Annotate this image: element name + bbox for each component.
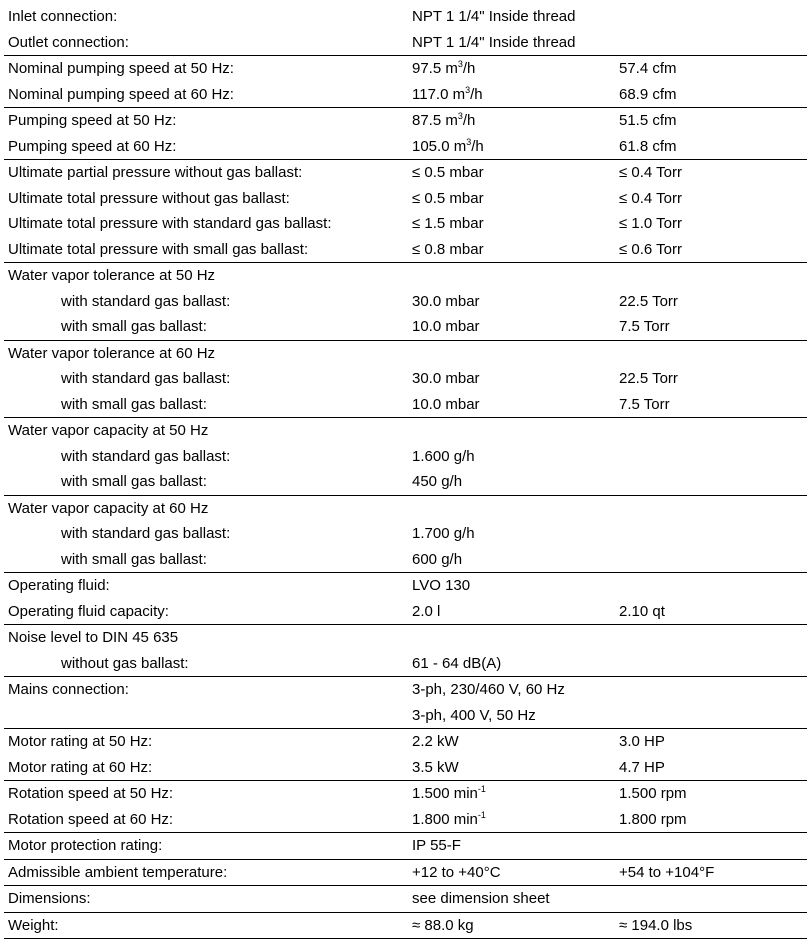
spec-row — [4, 186, 807, 212]
spec-label: Ultimate partial pressure without gas ballast: — [8, 160, 302, 186]
value-unit-tail: /h — [463, 60, 476, 77]
spec-label: Outlet connection: — [8, 30, 129, 56]
spec-group — [4, 833, 807, 860]
value-superscript: -1 — [478, 810, 486, 820]
spec-value-metric — [412, 913, 474, 939]
spec-value-metric — [412, 651, 501, 677]
spec-label: with standard gas ballast: — [61, 444, 230, 470]
spec-label: Operating fluid: — [8, 573, 110, 599]
spec-value-metric — [412, 703, 536, 729]
spec-value-metric — [412, 677, 565, 703]
spec-row — [4, 418, 807, 444]
spec-label: Water vapor tolerance at 50 Hz — [8, 263, 215, 289]
spec-label: Water vapor capacity at 60 Hz — [8, 496, 208, 522]
spec-label: with standard gas ballast: — [61, 366, 230, 392]
value-text: NPT 1 1/4" Inside thread — [412, 34, 575, 51]
spec-value-imperial: +54 to +104°F — [619, 860, 714, 886]
spec-value-metric — [412, 781, 486, 807]
spec-value-metric — [412, 469, 462, 495]
spec-row — [4, 289, 807, 315]
spec-row — [4, 755, 807, 781]
spec-row — [4, 211, 807, 237]
value-text: 61 - 64 dB(A) — [412, 655, 501, 672]
spec-label: Rotation speed at 50 Hz: — [8, 781, 173, 807]
value-unit-tail: /h — [470, 86, 483, 103]
spec-value-imperial: 7.5 Torr — [619, 392, 670, 418]
spec-label: Motor protection rating: — [8, 833, 162, 859]
value-text: 10.0 mbar — [412, 318, 480, 335]
value-text: 117.0 m — [412, 86, 465, 103]
spec-row — [4, 651, 807, 677]
spec-group — [4, 886, 807, 913]
spec-value-metric — [412, 521, 475, 547]
value-text: 105.0 m — [412, 138, 466, 155]
spec-value-metric — [412, 547, 462, 573]
spec-row — [4, 913, 807, 939]
spec-row — [4, 237, 807, 263]
value-superscript: 3 — [458, 111, 463, 121]
value-text: IP 55-F — [412, 837, 461, 854]
spec-value-imperial: 22.5 Torr — [619, 366, 678, 392]
spec-value-metric — [412, 82, 483, 108]
spec-group — [4, 341, 807, 419]
spec-label: Ultimate total pressure without gas ballast: — [8, 186, 290, 212]
spec-group — [4, 625, 807, 677]
spec-group — [4, 4, 807, 56]
spec-label: Weight: — [8, 913, 59, 939]
spec-value-imperial: ≤ 0.4 Torr — [619, 186, 682, 212]
spec-group — [4, 108, 807, 160]
spec-row — [4, 392, 807, 418]
spec-value-metric — [412, 314, 480, 340]
spec-value-metric — [412, 729, 459, 755]
spec-row — [4, 82, 807, 108]
spec-value-imperial: 51.5 cfm — [619, 108, 677, 134]
value-text: 87.5 m — [412, 112, 458, 129]
spec-group — [4, 573, 807, 625]
value-text: ≤ 0.5 mbar — [412, 190, 484, 207]
spec-row — [4, 134, 807, 160]
spec-value-imperial: 2.10 qt — [619, 599, 665, 625]
spec-value-metric — [412, 599, 440, 625]
spec-value-imperial: 7.5 Torr — [619, 314, 670, 340]
value-text: 1.500 min — [412, 785, 478, 802]
spec-row — [4, 521, 807, 547]
spec-value-metric — [412, 366, 480, 392]
value-superscript: 3 — [466, 137, 471, 147]
spec-label: Ultimate total pressure with standard gas ballast: — [8, 211, 332, 237]
spec-label: with standard gas ballast: — [61, 521, 230, 547]
spec-table — [4, 4, 807, 939]
spec-label: with small gas ballast: — [61, 469, 207, 495]
value-text: ≤ 0.5 mbar — [412, 164, 484, 181]
spec-label: Noise level to DIN 45 635 — [8, 625, 178, 651]
spec-label: Operating fluid capacity: — [8, 599, 169, 625]
spec-row — [4, 781, 807, 807]
spec-row — [4, 4, 807, 30]
spec-row — [4, 108, 807, 134]
spec-label: Water vapor capacity at 50 Hz — [8, 418, 208, 444]
spec-label: Nominal pumping speed at 50 Hz: — [8, 56, 234, 82]
spec-value-imperial: 1.500 rpm — [619, 781, 687, 807]
value-text: +12 to +40°C — [412, 864, 501, 881]
spec-value-imperial: 68.9 cfm — [619, 82, 677, 108]
value-text: 97.5 m — [412, 60, 458, 77]
value-text: 600 g/h — [412, 551, 462, 568]
spec-row — [4, 599, 807, 625]
spec-group — [4, 729, 807, 781]
spec-row — [4, 703, 807, 729]
spec-group — [4, 860, 807, 887]
spec-value-imperial: ≤ 1.0 Torr — [619, 211, 682, 237]
spec-value-metric — [412, 237, 484, 263]
spec-label: Motor rating at 50 Hz: — [8, 729, 152, 755]
value-text: LVO 130 — [412, 577, 470, 594]
spec-value-metric — [412, 56, 475, 82]
value-superscript: 3 — [465, 85, 470, 95]
spec-row — [4, 341, 807, 367]
spec-label: Admissible ambient temperature: — [8, 860, 227, 886]
value-text: NPT 1 1/4" Inside thread — [412, 8, 575, 25]
spec-value-metric — [412, 392, 480, 418]
spec-value-metric — [412, 860, 501, 886]
spec-row — [4, 366, 807, 392]
spec-row — [4, 625, 807, 651]
value-text: 10.0 mbar — [412, 396, 480, 413]
spec-group — [4, 263, 807, 341]
spec-label: Dimensions: — [8, 886, 91, 912]
spec-row — [4, 160, 807, 186]
spec-value-imperial: 1.800 rpm — [619, 807, 687, 833]
value-text: 1.700 g/h — [412, 525, 475, 542]
spec-label: with standard gas ballast: — [61, 289, 230, 315]
spec-value-imperial: 22.5 Torr — [619, 289, 678, 315]
value-text: 3-ph, 400 V, 50 Hz — [412, 707, 536, 724]
value-text: 30.0 mbar — [412, 370, 480, 387]
spec-value-imperial: ≈ 194.0 lbs — [619, 913, 692, 939]
spec-group — [4, 677, 807, 729]
spec-group — [4, 418, 807, 496]
spec-label: Ultimate total pressure with small gas ballast: — [8, 237, 308, 263]
spec-label: Pumping speed at 50 Hz: — [8, 108, 176, 134]
spec-value-imperial: 3.0 HP — [619, 729, 665, 755]
value-text: ≤ 0.8 mbar — [412, 241, 484, 258]
spec-label: Inlet connection: — [8, 4, 117, 30]
value-text: 2.0 l — [412, 603, 440, 620]
spec-label: Nominal pumping speed at 60 Hz: — [8, 82, 234, 108]
spec-row — [4, 807, 807, 833]
spec-row — [4, 444, 807, 470]
spec-value-metric — [412, 833, 461, 859]
spec-label: Rotation speed at 60 Hz: — [8, 807, 173, 833]
spec-value-imperial: ≤ 0.6 Torr — [619, 237, 682, 263]
spec-value-metric — [412, 807, 486, 833]
spec-row — [4, 833, 807, 859]
spec-value-metric — [412, 134, 484, 160]
value-text: 3-ph, 230/460 V, 60 Hz — [412, 681, 565, 698]
spec-value-metric — [412, 160, 484, 186]
spec-row — [4, 30, 807, 56]
spec-value-imperial: 4.7 HP — [619, 755, 665, 781]
spec-row — [4, 263, 807, 289]
value-text: ≈ 88.0 kg — [412, 917, 474, 934]
spec-value-metric — [412, 4, 575, 30]
spec-label: with small gas ballast: — [61, 314, 207, 340]
value-text: 30.0 mbar — [412, 293, 480, 310]
spec-row — [4, 677, 807, 703]
spec-row — [4, 56, 807, 82]
value-text: see dimension sheet — [412, 890, 550, 907]
spec-group — [4, 160, 807, 263]
spec-value-metric — [412, 211, 484, 237]
value-text: 450 g/h — [412, 473, 462, 490]
spec-value-metric — [412, 186, 484, 212]
spec-value-metric — [412, 573, 470, 599]
value-text: 2.2 kW — [412, 733, 459, 750]
spec-row — [4, 314, 807, 340]
spec-label: without gas ballast: — [61, 651, 189, 677]
spec-label: with small gas ballast: — [61, 547, 207, 573]
value-unit-tail: /h — [471, 138, 484, 155]
spec-value-metric — [412, 444, 475, 470]
spec-row — [4, 886, 807, 912]
spec-value-metric — [412, 108, 475, 134]
spec-value-imperial: ≤ 0.4 Torr — [619, 160, 682, 186]
spec-row — [4, 496, 807, 522]
value-text: ≤ 1.5 mbar — [412, 215, 484, 232]
spec-label: Mains connection: — [8, 677, 129, 703]
spec-row — [4, 729, 807, 755]
value-text: 3.5 kW — [412, 759, 459, 776]
spec-value-metric — [412, 30, 575, 56]
spec-value-metric — [412, 289, 480, 315]
spec-group — [4, 913, 807, 939]
value-superscript: -1 — [478, 784, 486, 794]
spec-row — [4, 469, 807, 495]
spec-group — [4, 781, 807, 833]
spec-row — [4, 547, 807, 573]
value-unit-tail: /h — [463, 112, 476, 129]
spec-group — [4, 56, 807, 108]
spec-label: Motor rating at 60 Hz: — [8, 755, 152, 781]
spec-group — [4, 496, 807, 574]
spec-value-metric — [412, 755, 459, 781]
spec-label: with small gas ballast: — [61, 392, 207, 418]
value-superscript: 3 — [458, 59, 463, 69]
spec-value-imperial: 61.8 cfm — [619, 134, 677, 160]
spec-label: Water vapor tolerance at 60 Hz — [8, 341, 215, 367]
spec-value-imperial: 57.4 cfm — [619, 56, 677, 82]
spec-row — [4, 860, 807, 886]
spec-row — [4, 573, 807, 599]
spec-value-metric — [412, 886, 550, 912]
spec-label: Pumping speed at 60 Hz: — [8, 134, 176, 160]
value-text: 1.800 min — [412, 811, 478, 828]
value-text: 1.600 g/h — [412, 448, 475, 465]
